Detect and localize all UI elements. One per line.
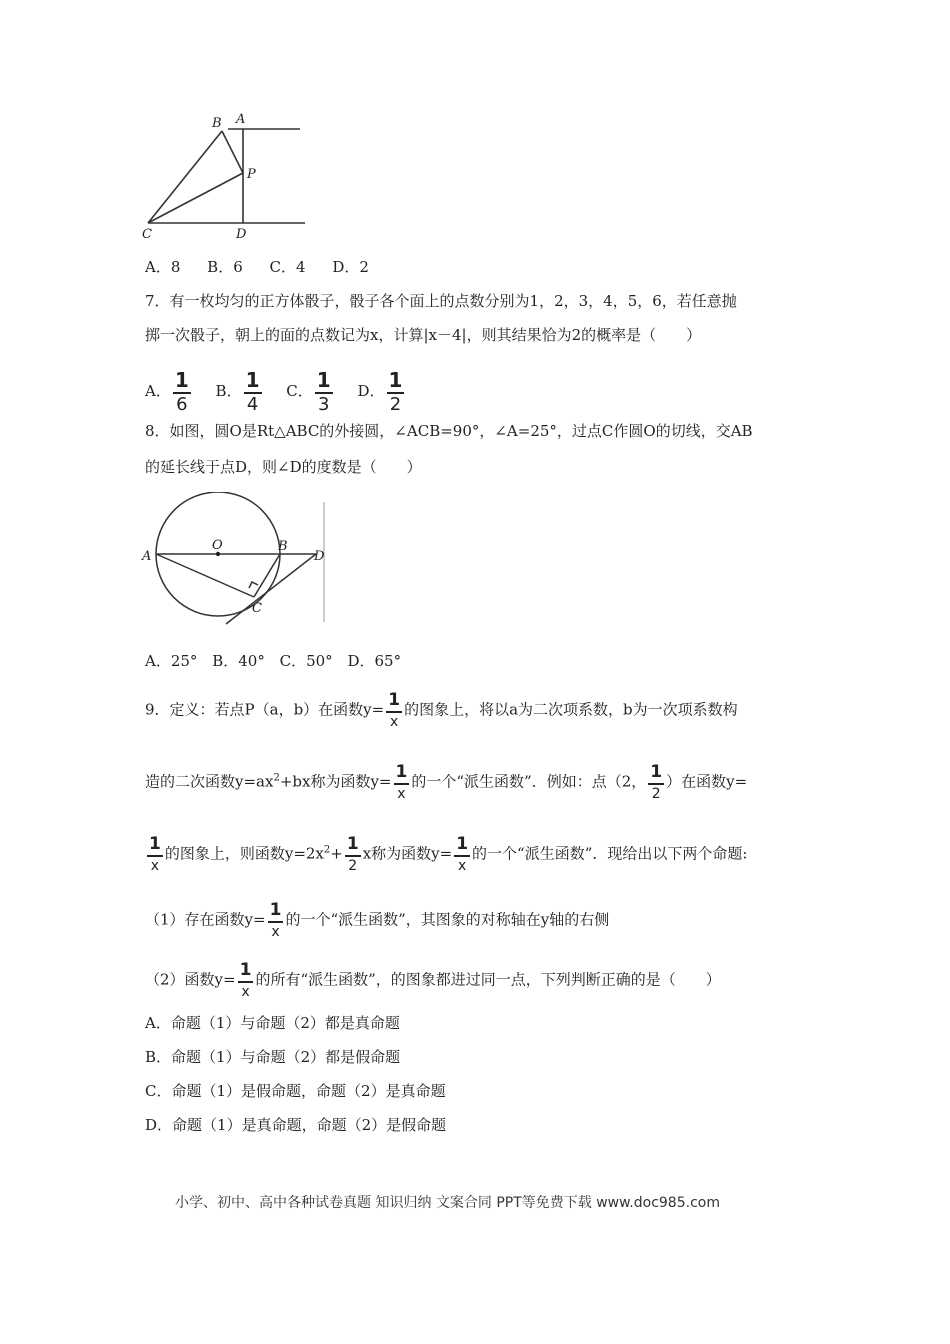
fraction-1-over-x: $\frac{1}{x}$ [269,900,282,940]
fig2-label-a: A [142,549,152,564]
q8-line1: 8．如图，圆O是Rt△ABC的外接圆，∠ACB=90°，∠A=25°，过点C作圆O的切线，交AB [145,422,753,440]
q8-option-b: B．40° [212,652,265,670]
q8-option-d: D．65° [347,652,402,670]
q8-option-a: A．25° [145,652,198,670]
figure-circle-tangent [140,492,340,630]
fig1-label-p: P [247,167,256,182]
q6-options [145,256,391,277]
q7-options [145,370,406,414]
fraction-1-over-x: $\frac{1}{x}$ [456,834,469,874]
q7-option-c: C． $\frac{1}{3}$ [286,368,331,415]
fig2-label-b: B [278,539,288,554]
fraction-1-over-x: $\frac{1}{x}$ [395,762,408,802]
q6-option-c: C．4 [269,258,306,276]
q8-line2: 的延长线于点D，则∠D的度数是（ ） [145,458,422,476]
page-footer: 小学、初中、高中各种试卷真题 知识归纳 文案合同 PPT等免费下载 www.doc985.com [175,1195,720,1211]
q9-proposition-2: （2）函数y= $\frac{1}{x}$ 的所有“派生函数”，的图象都进过同一点，下列判断正确的是（ ） [145,960,721,1000]
q7-line1: 7．有一枚均匀的正方体骰子，骰子各个面上的点数分别为1，2，3，4，5，6，若任意抛 [145,292,737,310]
q6-option-d: D．2 [332,258,369,276]
q6-option-a: A．8 [145,258,181,276]
q9-proposition-1: （1）存在函数y= $\frac{1}{x}$ 的一个“派生函数”，其图象的对称轴在y轴的右侧 [145,900,610,940]
figure-parallel-lines [140,110,310,242]
fraction-1-over-x: $\frac{1}{x}$ [239,960,252,1000]
fig2-label-d: D [314,549,325,564]
fraction-1-over-2: $\frac{1}{2}$ [346,834,359,874]
q9-option-c: C．命题（1）是假命题，命题（2）是真命题 [145,1082,446,1100]
q9-option-a: A．命题（1）与命题（2）都是真命题 [145,1014,400,1032]
fig1-label-a: A [236,112,246,127]
fig2-label-c: C [252,601,262,616]
q9-line2: 造的二次函数$y=ax^2+bx$称为函数y= $\frac{1}{x}$ 的一个“派生函数”．例如：点（2， $\frac{1}{2}$ ）在函数y= [145,762,748,802]
fig1-label-c: C [142,227,152,242]
fig2-label-o: O [212,538,223,553]
q9-option-b: B．命题（1）与命题（2）都是假命题 [145,1048,401,1066]
q9-line1: 9．定义：若点P（a，b）在函数y= $\frac{1}{x}$ 的图象上，将以a为二次项系数，b为一次项系数构 [145,690,738,730]
q9-line3: $\frac{1}{x}$ 的图象上，则函数$y=2x^2+$ $\frac{1}{2}$ x称为函数y= $\frac{1}{x}$ 的一个“派生函数”．现给出以下两个命题: [149,834,748,874]
q9-option-d: D．命题（1）是真命题，命题（2）是假命题 [145,1116,447,1134]
fig1-label-b: B [212,116,222,131]
fig1-label-d: D [236,227,247,242]
q7-option-a: A． $\frac{1}{6}$ [145,368,189,415]
q7-line2: 掷一次骰子，朝上的面的点数记为x，计算|x－4|，则其结果恰为2的概率是（ ） [145,326,702,344]
fraction-1-over-2: $\frac{1}{2}$ [650,762,663,802]
fraction-1-over-x: $\frac{1}{x}$ [388,690,401,730]
q8-options [145,650,401,671]
fraction-1-over-x: $\frac{1}{x}$ [149,834,161,874]
q6-option-b: B．6 [207,258,243,276]
q8-option-c: C．50° [279,652,333,670]
q7-option-d: D． $\frac{1}{2}$ [357,368,403,415]
q7-option-b: B． $\frac{1}{4}$ [215,368,260,415]
